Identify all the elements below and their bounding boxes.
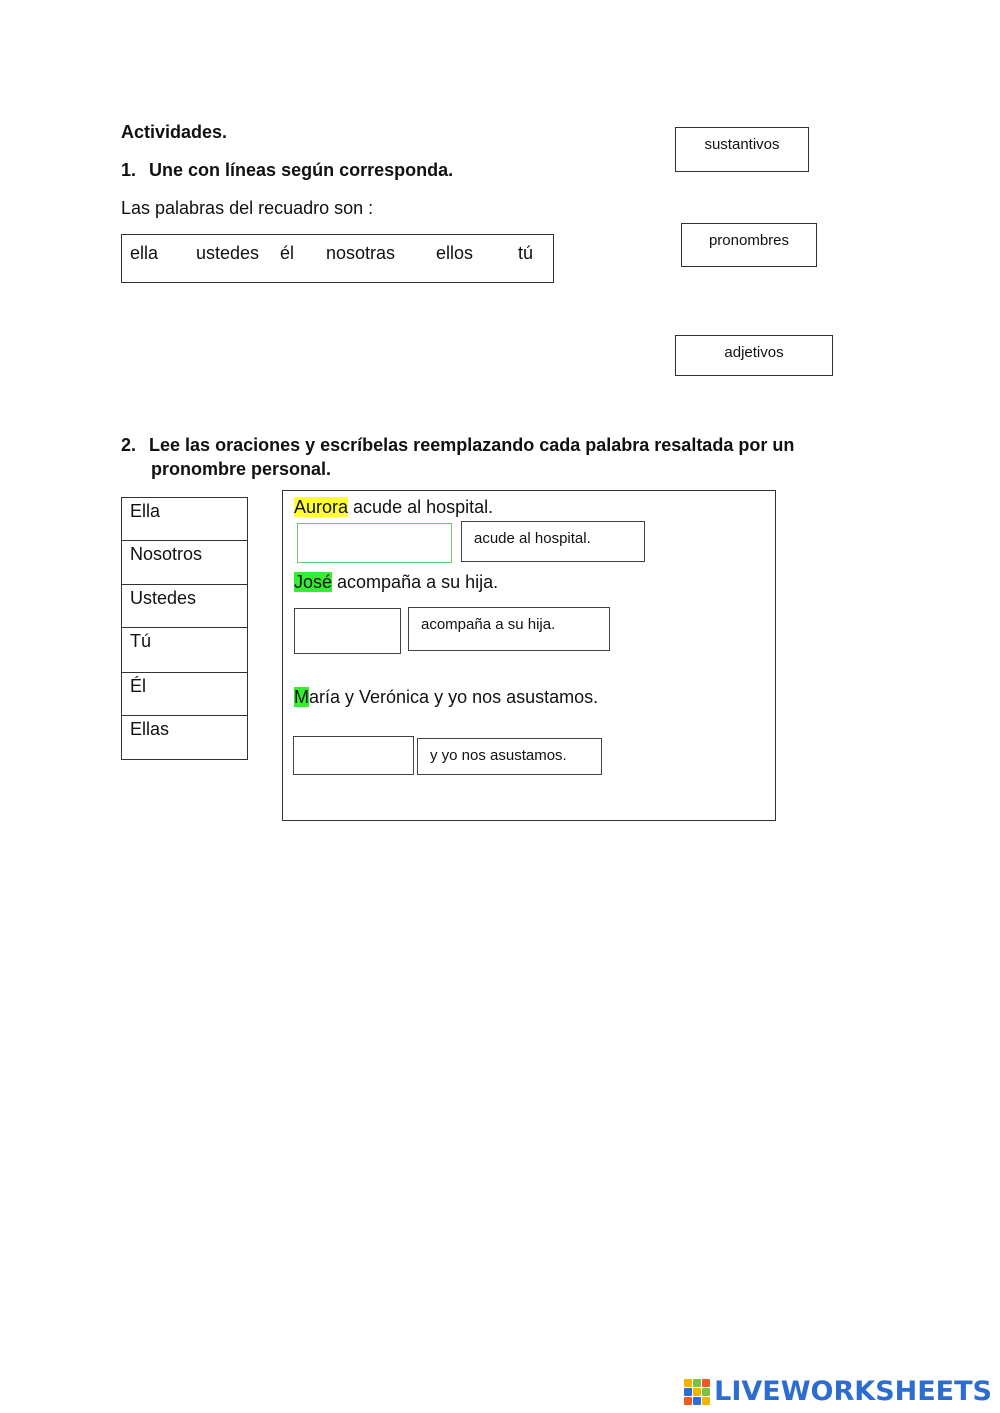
exercise1-instruction-text: Une con líneas según corresponda. <box>149 160 454 180</box>
word-item[interactable]: ellos <box>436 243 474 263</box>
option-sustantivos[interactable]: sustantivos <box>675 127 809 172</box>
exercise2-number: 2. <box>121 435 137 455</box>
word-box <box>121 234 554 283</box>
exercise1-subtitle: Las palabras del recuadro son : <box>121 198 374 218</box>
pronoun-item[interactable]: Ella <box>121 497 248 541</box>
word-item[interactable]: nosotras <box>326 243 396 263</box>
sentence-rest: acompaña a su hija. <box>332 572 499 592</box>
sentence-1 <box>294 497 493 518</box>
pronoun-item[interactable]: Ellas <box>121 715 248 760</box>
pronoun-item[interactable]: Nosotros <box>121 540 248 585</box>
sentence-2 <box>294 572 498 593</box>
exercise2-instruction <box>121 435 794 456</box>
sentence-rest: acude al hospital. <box>348 497 494 517</box>
option-pronombres[interactable]: pronombres <box>681 223 817 267</box>
exercise2-instruction-line2: pronombre personal. <box>151 459 332 479</box>
sentence-remainder-1: acude al hospital. <box>461 521 645 562</box>
pronoun-item[interactable]: Ustedes <box>121 584 248 628</box>
pronoun-item[interactable]: Tú <box>121 627 248 673</box>
answer-input-2[interactable] <box>294 608 401 654</box>
sentence-3 <box>294 687 598 708</box>
word-item[interactable]: ustedes <box>196 243 260 263</box>
option-adjetivos[interactable]: adjetivos <box>675 335 833 376</box>
logo-grid-icon <box>684 1379 710 1405</box>
exercise2-instruction-line1: Lee las oraciones y escríbelas reemplazando cada palabra resaltada por un <box>149 435 795 455</box>
word-item[interactable]: tú <box>518 243 534 263</box>
sentence-remainder-3: y yo nos asustamos. <box>417 738 602 775</box>
brand-name: LIVEWORKSHEETS <box>714 1376 992 1407</box>
sentence-rest: aría y Verónica y yo nos asustamos. <box>309 687 599 707</box>
answer-input-3[interactable] <box>293 736 414 775</box>
word-item[interactable]: ella <box>130 243 159 263</box>
highlighted-word: José <box>294 572 333 592</box>
exercise1-instruction <box>121 160 453 181</box>
answer-input-1[interactable] <box>297 523 452 563</box>
highlighted-word: Aurora <box>294 497 349 517</box>
activities-title: Actividades. <box>121 122 228 142</box>
word-item[interactable]: él <box>280 243 295 263</box>
sentence-remainder-2: acompaña a su hija. <box>408 607 610 651</box>
pronoun-item[interactable]: Él <box>121 672 248 716</box>
highlighted-word: M <box>294 687 309 707</box>
exercise1-number: 1. <box>121 160 137 180</box>
liveworksheets-logo <box>684 1376 992 1407</box>
